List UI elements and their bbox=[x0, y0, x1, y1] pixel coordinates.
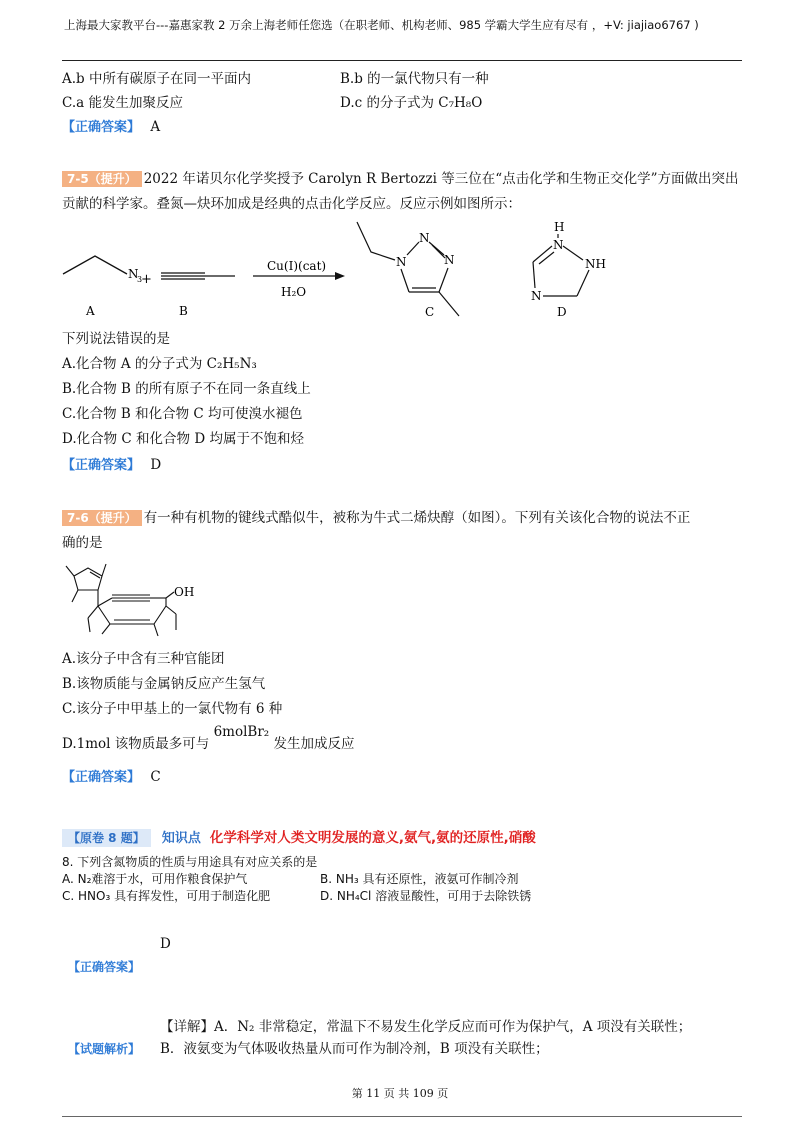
orig-question-tag: 【原卷 8 题】 bbox=[62, 829, 151, 847]
footer-divider bbox=[62, 1116, 742, 1117]
q8-analysis-line1: 【详解】A．N₂ 非常稳定，常温下不易发生化学反应而可作为保护气，A 项没有关联性； bbox=[160, 1019, 692, 1035]
label-a: A bbox=[86, 304, 95, 318]
compound-a-structure bbox=[63, 256, 142, 284]
q75-stem-line2: 贡献的科学家。叠氮—炔环加成是经典的点击化学反应。反应示例如图所示： bbox=[62, 196, 521, 212]
q75-option-c: C.化合物 B 和化合物 C 均可使溴水褪色 bbox=[62, 406, 303, 422]
svg-text:N: N bbox=[128, 267, 139, 281]
svg-text:NH: NH bbox=[585, 257, 606, 271]
q76-tag: 7-6（提升） bbox=[62, 510, 142, 526]
q75-tag: 7-5（提升） bbox=[62, 171, 142, 187]
q76-stem-line2: 确的是 bbox=[62, 535, 103, 551]
svg-text:H: H bbox=[554, 220, 565, 234]
oh-label: OH bbox=[174, 585, 195, 599]
q75-answer-row bbox=[62, 456, 161, 475]
answer-value: A bbox=[150, 119, 161, 135]
prev-option-d: D.c 的分子式为 C₇H₈O bbox=[340, 95, 483, 111]
svg-text:N: N bbox=[531, 289, 542, 303]
q8-analysis-label: 【试题解析】 bbox=[68, 1042, 141, 1056]
knowledge-point-text: 化学科学对人类文明发展的意义,氨气,氨的还原性,硝酸 bbox=[209, 830, 536, 846]
q8-answer-label: 【正确答案】 bbox=[68, 960, 141, 974]
svg-text:N: N bbox=[444, 253, 455, 267]
knowledge-point-label: 知识点 bbox=[161, 831, 201, 846]
label-b: B bbox=[179, 304, 188, 318]
cow-molecule-structure bbox=[58, 558, 208, 640]
q75-option-a: A.化合物 A 的分子式为 C₂H₅N₃ bbox=[62, 356, 257, 372]
q8-answer-value: D bbox=[160, 936, 171, 952]
plus-sign: + bbox=[141, 272, 152, 287]
prev-option-c: C.a 能发生加聚反应 bbox=[62, 95, 183, 111]
page-header: 上海最大家教平台---嘉惠家教 2 万余上海老师任您选（在职老师、机构老师、985 学霸大学生应有尽有 ，+V: jiajiao6767 ) bbox=[64, 18, 699, 32]
svg-text:3: 3 bbox=[137, 275, 143, 284]
compound-d-structure bbox=[531, 220, 606, 303]
svg-text:N: N bbox=[419, 231, 430, 245]
answer-label: 【正确答案】 bbox=[62, 120, 141, 135]
label-d: D bbox=[557, 305, 567, 319]
q8-analysis-line2: B．液氨变为气体吸收热量从而可作为制冷剂，B 项没有关联性； bbox=[160, 1041, 549, 1057]
solvent-label: H₂O bbox=[281, 285, 307, 299]
q76-answer-row bbox=[62, 768, 161, 787]
br2-formula: 6molBr₂ bbox=[213, 724, 270, 740]
prev-answer-row bbox=[62, 118, 160, 137]
page-number: 第 11 页 共 109 页 bbox=[351, 1087, 449, 1100]
answer-value: C bbox=[150, 769, 161, 785]
label-c: C bbox=[425, 305, 435, 319]
answer-label: 【正确答案】 bbox=[62, 458, 141, 473]
svg-text:N: N bbox=[396, 255, 407, 269]
prev-option-a: A.b 中所有碳原子在同一平面内 bbox=[62, 71, 251, 87]
reaction-arrow bbox=[253, 272, 345, 280]
answer-label: 【正确答案】 bbox=[62, 770, 141, 785]
q8-stem: 8. 下列含氮物质的性质与用途具有对应关系的是 bbox=[62, 855, 318, 869]
q8-option-a: A. N₂难溶于水，可用作粮食保护气 bbox=[62, 872, 248, 886]
prev-option-b: B.b 的一氯代物只有一种 bbox=[340, 71, 489, 87]
q75-stem-line1: 7-5（提升） 2022 年诺贝尔化学奖授予 Carolyn R Bertozzi 等三位在“点击化学和生物正交化学”方面做出突出 bbox=[62, 170, 739, 188]
q8-option-c: C. HNO₃ 具有挥发性，可用于制造化肥 bbox=[62, 889, 271, 903]
q76-option-c: C.该分子中甲基上的一氯代物有 6 种 bbox=[62, 701, 283, 717]
compound-b-structure bbox=[161, 273, 235, 279]
q8-knowledge-row bbox=[62, 826, 536, 846]
q75-option-b: B.化合物 B 的所有原子不在同一条直线上 bbox=[62, 381, 311, 397]
q76-option-d: D.1mol 该物质最多可与 6molBr₂ 发生加成反应 bbox=[62, 724, 355, 752]
q75-option-d: D.化合物 C 和化合物 D 均属于不饱和烃 bbox=[62, 431, 304, 447]
header-divider bbox=[62, 60, 742, 61]
q8-option-d: D. NH₄Cl 溶液显酸性，可用于去除铁锈 bbox=[320, 889, 532, 903]
svg-text:N: N bbox=[553, 238, 564, 252]
answer-value: D bbox=[150, 457, 162, 473]
q76-option-b: B.该物质能与金属钠反应产生氢气 bbox=[62, 676, 266, 692]
q75-prompt: 下列说法错误的是 bbox=[62, 331, 170, 347]
reaction-scheme bbox=[55, 212, 625, 324]
compound-c-structure bbox=[357, 222, 459, 316]
q76-option-a: A.该分子中含有三种官能团 bbox=[62, 651, 225, 667]
q8-option-b: B. NH₃ 具有还原性，液氨可作制冷剂 bbox=[320, 872, 519, 886]
q76-stem-line1: 7-6（提升） 有一种有机物的键线式酷似牛，被称为牛式二烯炔醇（如图）。下列有关该化合物的说法不正 bbox=[62, 509, 690, 527]
catalyst-label: Cu(I)(cat) bbox=[267, 259, 327, 273]
